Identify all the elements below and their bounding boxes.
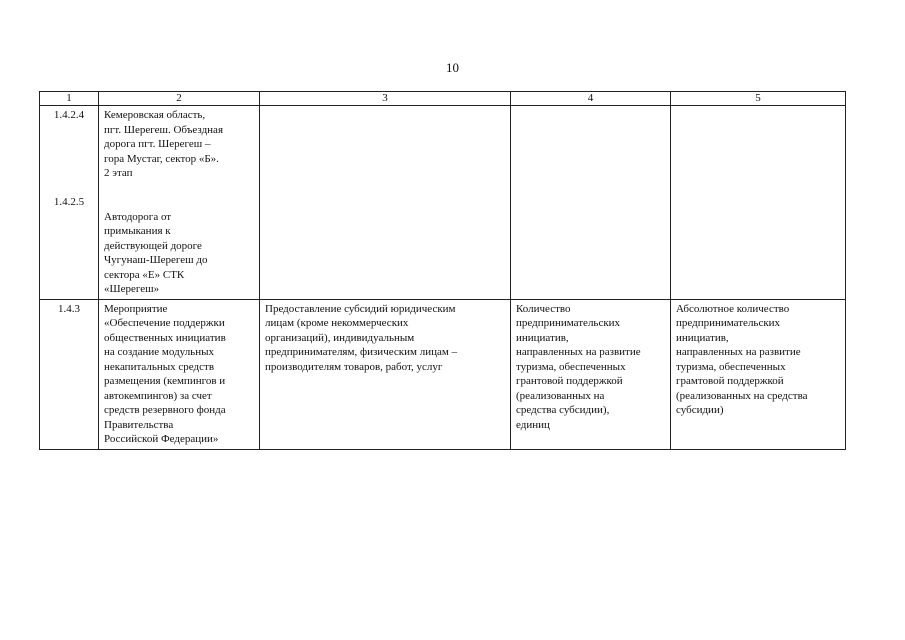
indicator-method-cell <box>671 299 846 449</box>
item-number: 1.4.2.5 <box>53 195 85 208</box>
indicator-cell <box>511 106 671 300</box>
description-cell <box>260 106 511 300</box>
column-header: 2 <box>99 92 260 106</box>
table-row <box>40 106 846 300</box>
indicator-cell <box>511 299 671 449</box>
column-header: 4 <box>511 92 671 106</box>
item-name: Мероприятие «Обеспечение поддержки общественных инициатив на создание модульных некапитальных средств размещения (кемпингов и автокемпингов) за счет средств резервного фонда Правительства Российской Федерации» <box>104 302 226 445</box>
page-number: 10 <box>446 60 459 75</box>
column-header: 5 <box>671 92 846 106</box>
item-name-cell <box>99 299 260 449</box>
indicator-method-cell <box>671 106 846 300</box>
indicator-name: Количество предпринимательских инициатив, направленных на развитие туризма, обеспеченных грантовой поддержкой (реализованных на средства субсидии), единиц <box>516 302 641 431</box>
column-header: 3 <box>260 92 511 106</box>
column-header: 1 <box>40 92 99 106</box>
item-number: 1.4.2.4 <box>53 109 85 121</box>
description-cell <box>260 299 511 449</box>
indicator-method: Абсолютное количество предпринимательских инициатив, направленных на развитие туризма, обеспеченных грамтовой поддержкой (реализованных на средства субсидии) <box>676 302 808 416</box>
row-names-cell <box>99 106 260 300</box>
measure-description: Предоставление субсидий юридическим лицам (кроме некоммерческих организаций), индивидуальным предпринимателям, физическим лицам – производителям товаров, работ, услуг <box>265 302 458 373</box>
measures-table <box>39 91 846 450</box>
table-header-row <box>40 92 846 106</box>
item-number: 1.4.3 <box>40 299 99 449</box>
row-numbers-cell <box>40 106 99 300</box>
item-name: Кемеровская область, пгт. Шерегеш. Объездная дорога пгт. Шерегеш – гора Мустаг, сектор «Б». 2 этап <box>104 109 224 179</box>
table-row <box>40 299 846 449</box>
item-name: Автодорога от примыкания к действующей дороге Чугунаш-Шерегеш до сектора «Е» СТК «Шерегеш» <box>104 210 208 295</box>
